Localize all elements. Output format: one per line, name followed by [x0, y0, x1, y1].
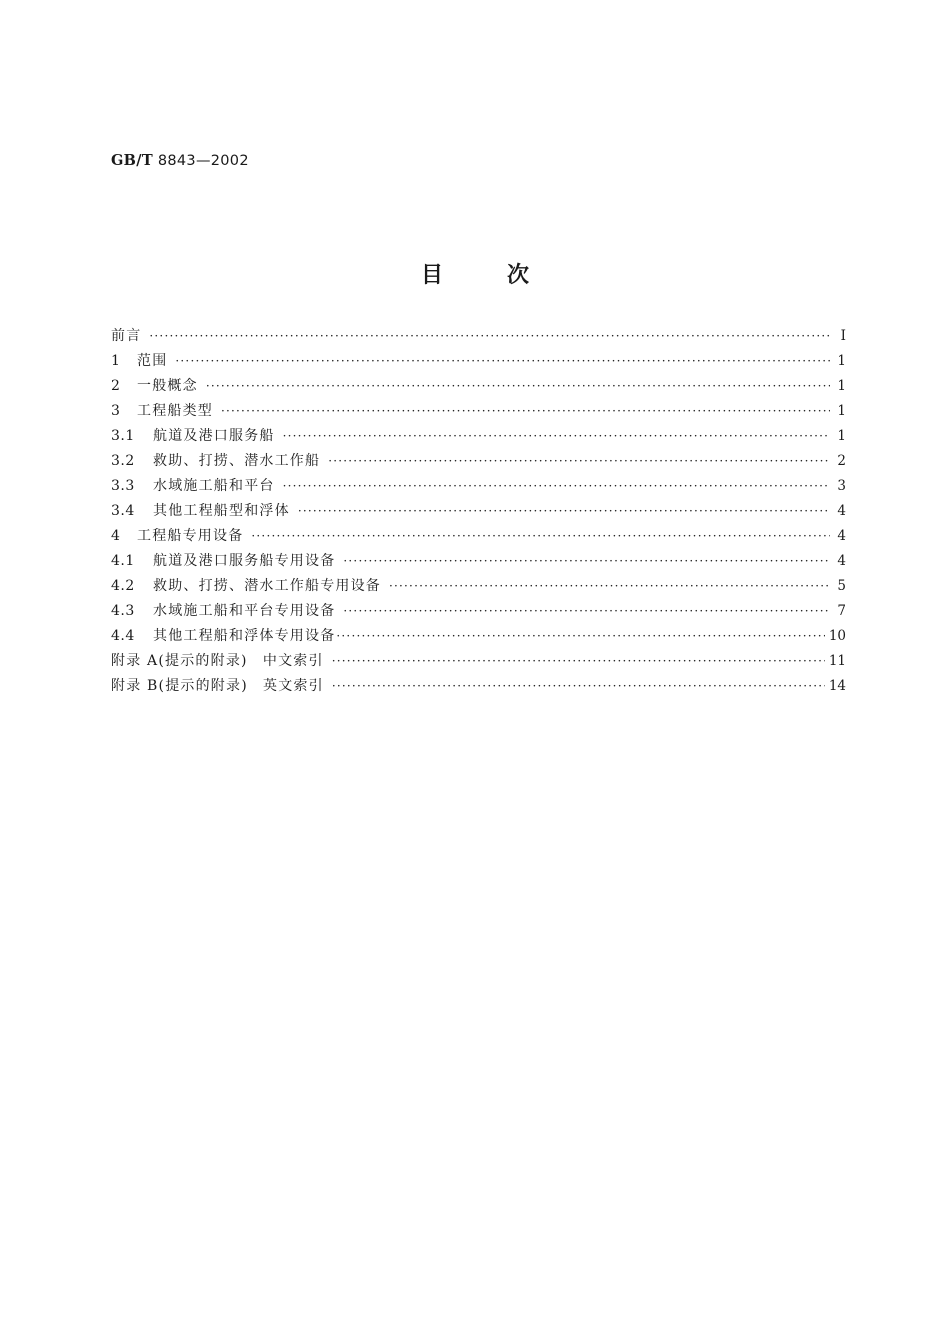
- toc-entry-appendix-b[interactable]: [111, 674, 846, 699]
- toc-entry-label: 航道及港口服务船专用设备: [153, 553, 336, 569]
- toc-entry-2[interactable]: [111, 374, 846, 399]
- toc-entry-label: 航道及港口服务船: [153, 428, 275, 444]
- toc-entry-label: 其他工程船和浮体专用设备: [153, 628, 336, 644]
- toc-entry-number: 4.3: [111, 603, 135, 619]
- toc-leader-dots: [332, 649, 825, 674]
- toc-leader-dots: [221, 399, 830, 424]
- toc-entry-3[interactable]: [111, 399, 846, 424]
- toc-entry-number: 3.1: [111, 428, 135, 444]
- toc-leader-dots: [206, 374, 830, 399]
- toc-entry-page: I: [840, 328, 846, 344]
- toc-entry-page: 2: [837, 453, 846, 469]
- toc-leader-dots: [298, 499, 830, 524]
- toc-leader-dots: [328, 449, 830, 474]
- toc-entry-label: 水域施工船和平台专用设备: [153, 603, 336, 619]
- toc-title: 目次: [420, 263, 593, 288]
- toc-entry-4-3[interactable]: [111, 599, 846, 624]
- toc-entry-4-1[interactable]: [111, 549, 846, 574]
- toc-entry-3-4[interactable]: [111, 499, 846, 524]
- toc-entry-preface[interactable]: [111, 324, 846, 349]
- toc-entry-number: 3.2: [111, 453, 135, 469]
- toc-entry-3-3[interactable]: [111, 474, 846, 499]
- toc-entry-number: 2: [111, 378, 121, 394]
- toc-leader-dots: [283, 474, 830, 499]
- toc-entry-page: 1: [837, 353, 846, 369]
- toc-entry-number: 4.1: [111, 553, 135, 569]
- toc-entry-3-1[interactable]: [111, 424, 846, 449]
- toc-leader-dots: [332, 674, 825, 699]
- toc-entry-number: 4.4: [111, 628, 135, 644]
- toc-entry-label: 救助、打捞、潜水工作船: [153, 453, 321, 469]
- toc-entry-page: 4: [837, 553, 846, 569]
- toc-entry-label: 附录 B(提示的附录) 英文索引: [111, 678, 324, 694]
- toc-leader-dots: [336, 624, 824, 649]
- toc-entry-label: 工程船专用设备: [137, 528, 244, 544]
- toc-entry-number: 1: [111, 353, 121, 369]
- toc-leader-dots: [283, 424, 830, 449]
- toc-leader-dots: [251, 524, 830, 549]
- toc-entry-4-4[interactable]: [111, 624, 846, 649]
- toc-leader-dots: [149, 324, 830, 349]
- toc-entry-4[interactable]: [111, 524, 846, 549]
- toc-entry-number: 3.4: [111, 503, 135, 519]
- toc-entry-label: 前言: [111, 328, 142, 344]
- toc-entry-appendix-a[interactable]: [111, 649, 846, 674]
- toc-entry-4-2[interactable]: [111, 574, 846, 599]
- toc-leader-dots: [389, 574, 830, 599]
- toc-entry-label: 水域施工船和平台: [153, 478, 275, 494]
- toc-entry-page: 14: [828, 678, 846, 694]
- toc-entry-label: 一般概念: [137, 378, 198, 394]
- toc-entry-page: 11: [828, 653, 846, 669]
- toc-entry-3-2[interactable]: [111, 449, 846, 474]
- toc-entry-page: 5: [837, 578, 846, 594]
- toc-entry-number: 3: [111, 403, 121, 419]
- standard-code: [111, 152, 249, 169]
- toc-entry-label: 范围: [137, 353, 168, 369]
- toc-entry-page: 4: [837, 528, 846, 544]
- table-of-contents: [111, 324, 846, 699]
- toc-entry-label: 工程船类型: [137, 403, 213, 419]
- toc-entry-label: 救助、打捞、潜水工作船专用设备: [153, 578, 381, 594]
- toc-leader-dots: [343, 549, 830, 574]
- toc-entry-page: 10: [828, 628, 846, 644]
- toc-leader-dots: [175, 349, 830, 374]
- toc-entry-page: 4: [837, 503, 846, 519]
- standard-prefix: GB/T: [111, 152, 153, 169]
- toc-entry-page: 1: [837, 428, 846, 444]
- toc-entry-page: 7: [837, 603, 846, 619]
- toc-entry-1[interactable]: [111, 349, 846, 374]
- toc-entry-label: 附录 A(提示的附录) 中文索引: [111, 653, 324, 669]
- toc-leader-dots: [343, 599, 830, 624]
- standard-number: 8843—2002: [157, 153, 249, 169]
- toc-entry-label: 其他工程船型和浮体: [153, 503, 290, 519]
- toc-entry-number: 4: [111, 528, 121, 544]
- toc-entry-page: 1: [837, 403, 846, 419]
- toc-entry-page: 1: [837, 378, 846, 394]
- toc-entry-number: 4.2: [111, 578, 135, 594]
- toc-entry-number: 3.3: [111, 478, 135, 494]
- toc-entry-page: 3: [837, 478, 846, 494]
